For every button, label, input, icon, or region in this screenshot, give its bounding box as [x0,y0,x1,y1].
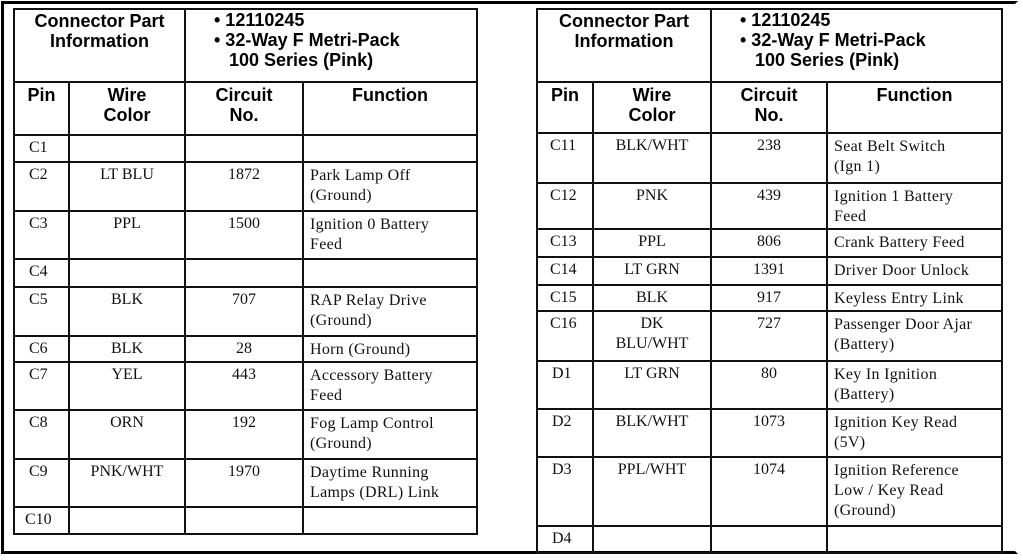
connector-description: • 32-Way F Metri-Pack [214,30,400,50]
wire-color-cell: BLK [69,336,185,362]
wire-color-cell: BLK/WHT [593,409,711,457]
circuit-cell: 1073 [711,409,827,457]
table-row [14,362,477,410]
function-cell [303,259,477,287]
circuit-cell [711,526,827,553]
wire-color-cell: DK BLU/WHT [593,311,711,361]
table-row [537,526,1002,553]
table-row [14,287,477,336]
function-cell: Driver Door Unlock [827,257,1002,285]
pin-cell: D3 [537,457,593,526]
wire-color-cell: BLK/WHT [593,133,711,183]
function-cell: Ignition Key Read (5V) [827,409,1002,457]
function-cell [303,507,477,534]
connector-info-label: Connector Part Information [14,9,185,82]
table-row [537,457,1002,526]
connector-info-label: Connector Part Information [537,9,711,82]
circuit-cell: 439 [711,183,827,229]
pin-cell: C1 [14,135,69,162]
circuit-cell: 707 [185,287,303,336]
wire-color-cell: PNK/WHT [69,459,185,507]
connector-description: • 32-Way F Metri-Pack [740,30,926,50]
col-header-circuit: Circuit No. [185,82,303,135]
table-row [537,229,1002,257]
col-header-pin: Pin [537,82,593,133]
wire-color-cell: PPL/WHT [593,457,711,526]
circuit-cell: 1391 [711,257,827,285]
circuit-cell: 192 [185,410,303,459]
pin-cell: C16 [537,311,593,361]
pin-cell: D1 [537,361,593,409]
wire-color-cell [69,507,185,534]
col-header-function: Function [303,82,477,135]
function-cell: Fog Lamp Control (Ground) [303,410,477,459]
function-cell: Crank Battery Feed [827,229,1002,257]
wire-color-cell: LT GRN [593,361,711,409]
col-header-function: Function [827,82,1002,133]
function-cell: Passenger Door Ajar (Battery) [827,311,1002,361]
function-cell: Ignition 1 Battery Feed [827,183,1002,229]
table-row [14,410,477,459]
pin-cell: D2 [537,409,593,457]
wire-color-cell: LT GRN [593,257,711,285]
connector-table-left [13,8,478,535]
circuit-cell: 238 [711,133,827,183]
function-cell: Ignition 0 Battery Feed [303,211,477,259]
pin-cell: C10 [14,507,69,534]
table-row [537,133,1002,183]
pin-cell: C3 [14,211,69,259]
table-row [14,336,477,362]
connector-description-cont: 100 Series (Pink) [755,50,900,70]
pin-cell: C15 [537,285,593,311]
wire-color-cell: LT BLU [69,162,185,211]
function-cell: Accessory Battery Feed [303,362,477,410]
function-cell [827,526,1002,553]
wire-color-cell [593,526,711,553]
circuit-cell: 80 [711,361,827,409]
pin-cell: C9 [14,459,69,507]
connector-info-row [537,9,1002,82]
function-cell: RAP Relay Drive (Ground) [303,287,477,336]
pin-cell: C7 [14,362,69,410]
table-row [537,285,1002,311]
pin-cell: C2 [14,162,69,211]
circuit-cell: 806 [711,229,827,257]
circuit-cell: 28 [185,336,303,362]
circuit-cell: 1074 [711,457,827,526]
wire-color-cell [69,259,185,287]
table-row [14,459,477,507]
col-header-circuit: Circuit No. [711,82,827,133]
function-cell [303,135,477,162]
function-cell: Horn (Ground) [303,336,477,362]
connector-description-cont: 100 Series (Pink) [229,50,374,70]
pin-cell: C6 [14,336,69,362]
table-row [14,135,477,162]
col-header-wire-color: Wire Color [69,82,185,135]
connector-info-row [14,9,477,82]
column-header-row [14,82,477,135]
table-row [14,259,477,287]
circuit-cell: 917 [711,285,827,311]
pin-cell: D4 [537,526,593,553]
part-number: • 12110245 [740,10,831,30]
circuit-cell: 1500 [185,211,303,259]
connector-table-right [536,8,1003,554]
table-row [537,311,1002,361]
circuit-cell: 1872 [185,162,303,211]
table-row [537,257,1002,285]
pin-cell: C5 [14,287,69,336]
circuit-cell [185,259,303,287]
pin-cell: C12 [537,183,593,229]
table-row [14,507,477,534]
wire-color-cell: BLK [69,287,185,336]
table-row [14,162,477,211]
table-row [14,211,477,259]
col-header-wire-color: Wire Color [593,82,711,133]
wire-color-cell: PPL [69,211,185,259]
connector-info-value [711,9,1002,82]
wire-color-cell: PPL [593,229,711,257]
table-row [537,409,1002,457]
wire-color-cell: YEL [69,362,185,410]
table-row [537,361,1002,409]
circuit-cell: 443 [185,362,303,410]
circuit-cell [185,507,303,534]
function-cell: Ignition Reference Low / Key Read (Ground) [827,457,1002,526]
function-cell: Key In Ignition (Battery) [827,361,1002,409]
column-header-row [537,82,1002,133]
pin-cell: C14 [537,257,593,285]
circuit-cell: 727 [711,311,827,361]
connector-info-value [185,9,477,82]
circuit-cell: 1970 [185,459,303,507]
pin-cell: C13 [537,229,593,257]
wire-color-cell [69,135,185,162]
col-header-pin: Pin [14,82,69,135]
pin-cell: C11 [537,133,593,183]
function-cell: Seat Belt Switch (Ign 1) [827,133,1002,183]
wire-color-cell: PNK [593,183,711,229]
table-row [537,183,1002,229]
part-number: • 12110245 [214,10,305,30]
pin-cell: C4 [14,259,69,287]
function-cell: Keyless Entry Link [827,285,1002,311]
pin-cell: C8 [14,410,69,459]
wire-color-cell: BLK [593,285,711,311]
function-cell: Park Lamp Off (Ground) [303,162,477,211]
wire-color-cell: ORN [69,410,185,459]
function-cell: Daytime Running Lamps (DRL) Link [303,459,477,507]
circuit-cell [185,135,303,162]
